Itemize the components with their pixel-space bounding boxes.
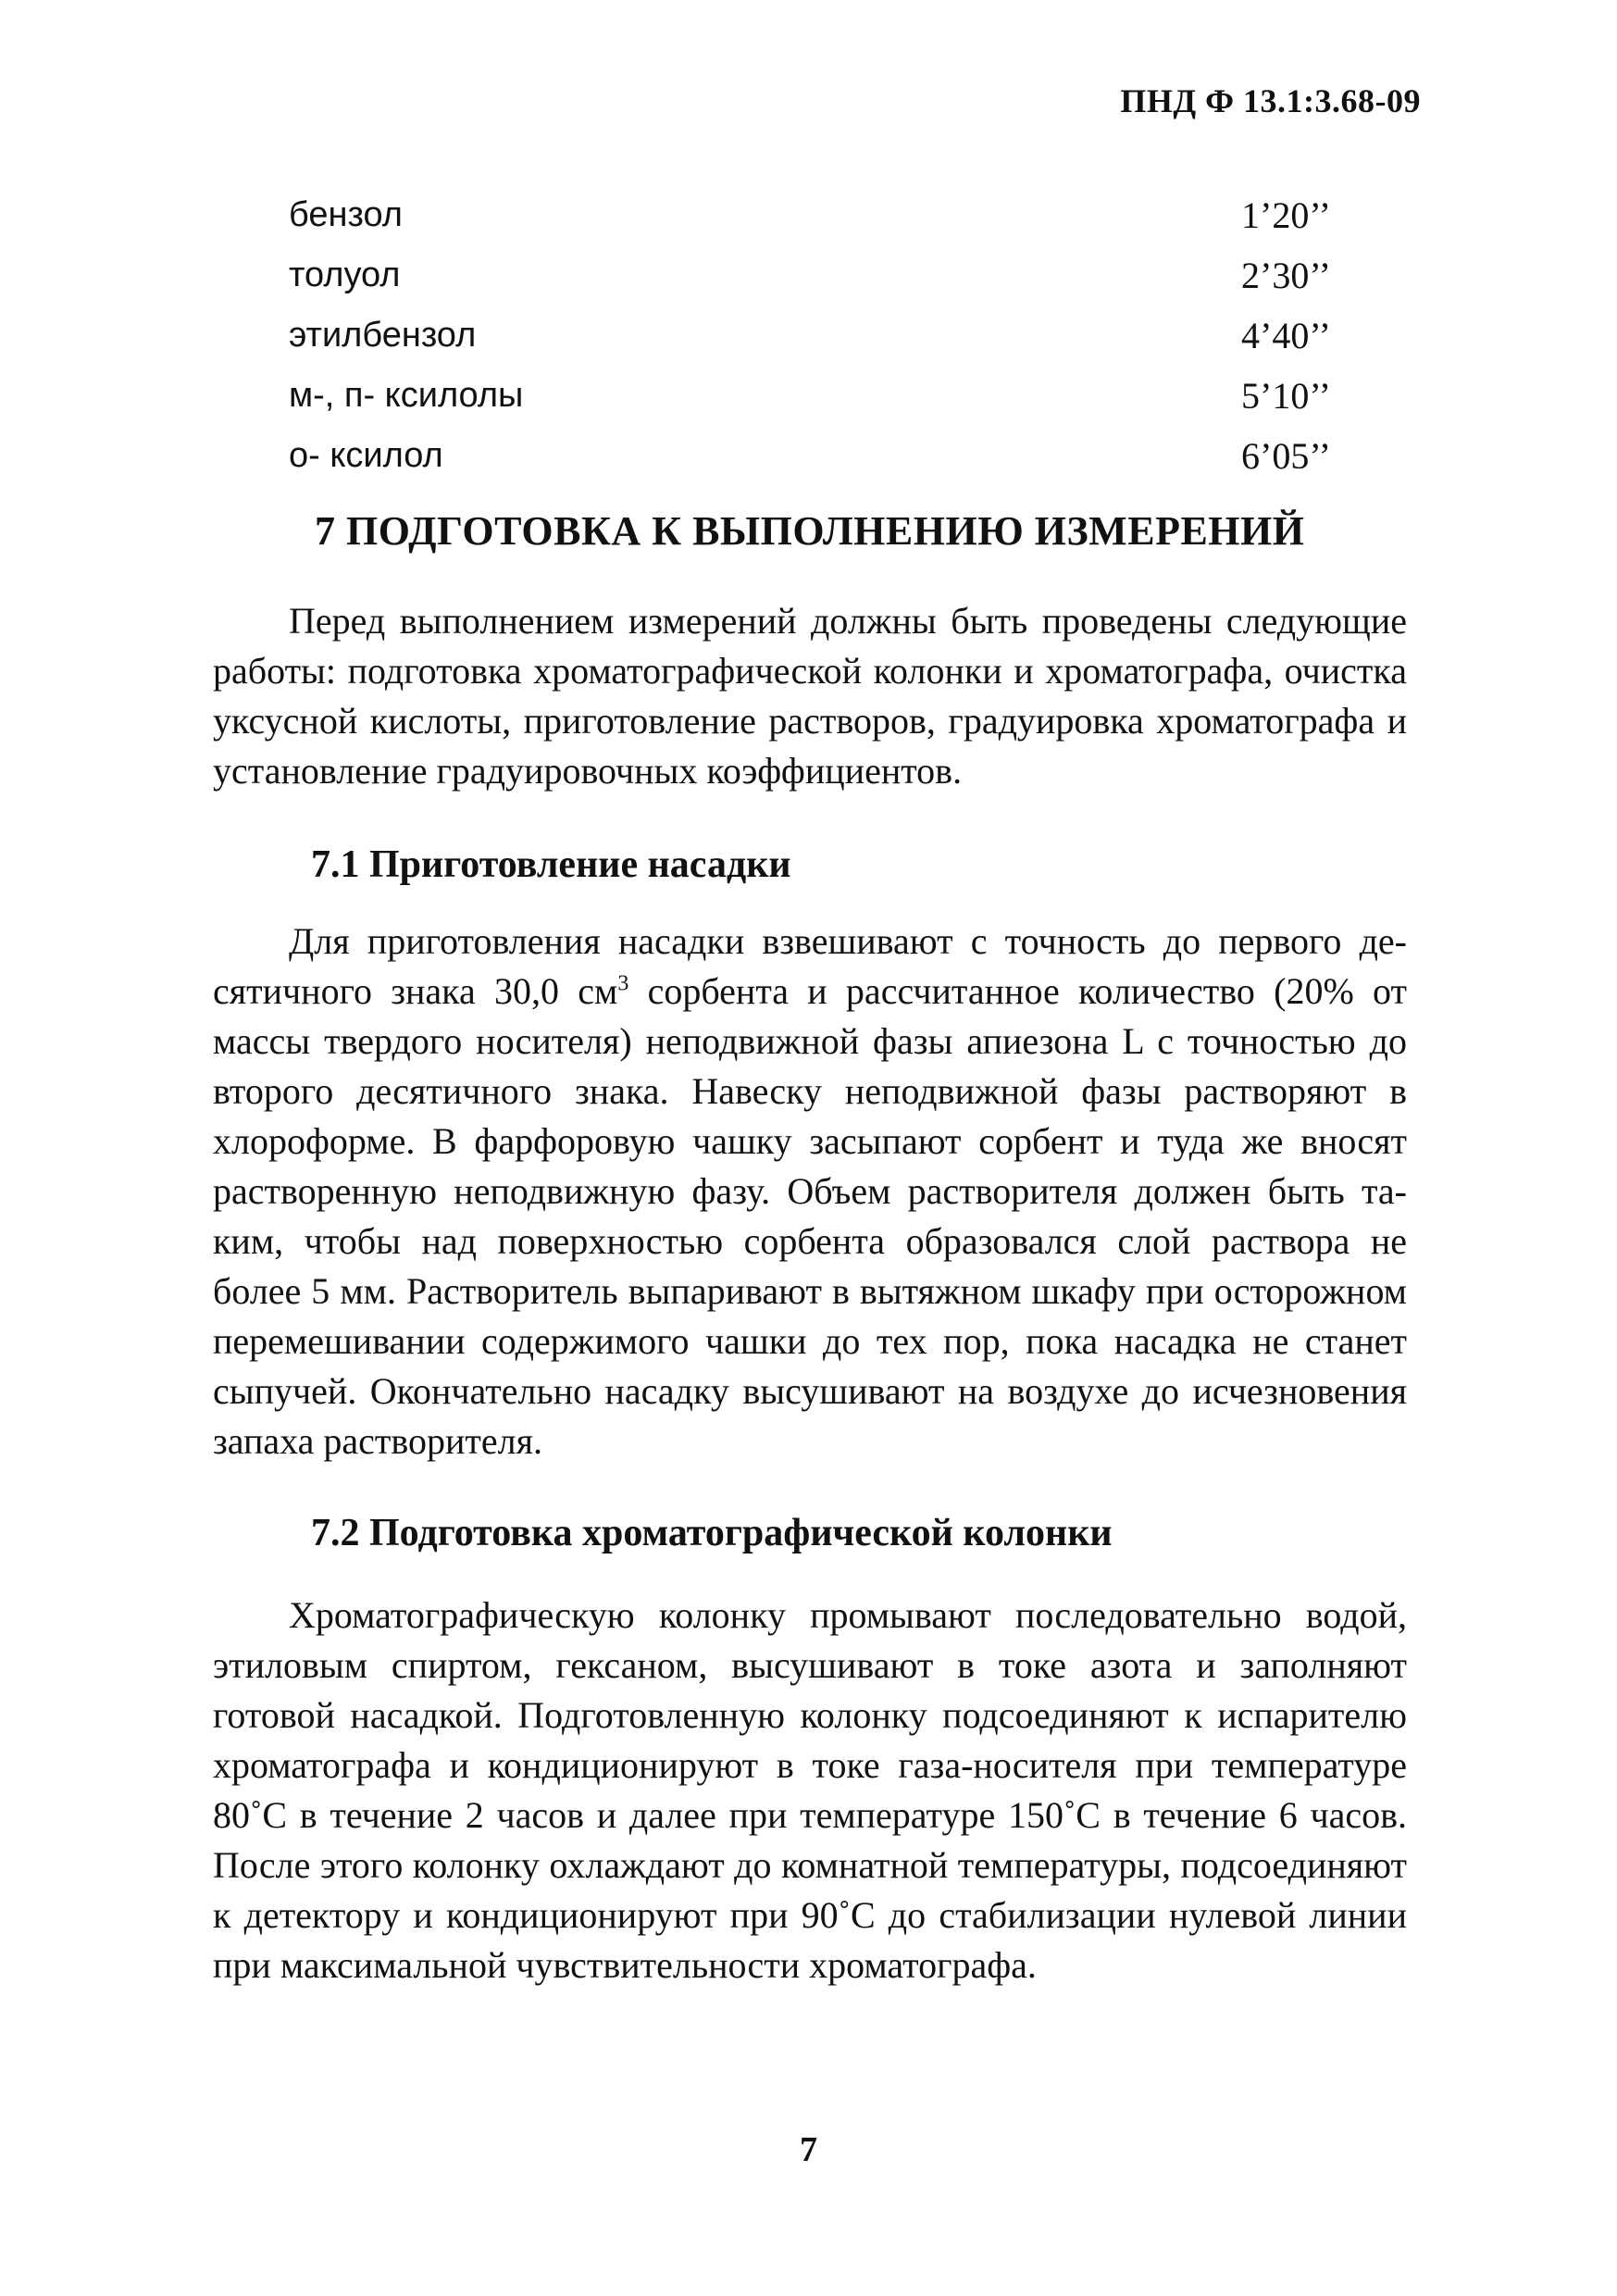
page-number: 7: [800, 2130, 817, 2169]
section-7-title: 7 ПОДГОТОВКА К ВЫПОЛНЕНИЮ ИЗМЕРЕНИЙ: [315, 508, 1305, 554]
substance-name: о- ксилол: [289, 436, 443, 475]
paragraph-text-part: Для приготовления насадки взвешивают с точность до первого десятичного знака 30,0 см: [213, 920, 1407, 1012]
retention-time-list: [289, 185, 1331, 486]
list-item: [289, 306, 1331, 366]
paragraph-text-part: сорбента и рассчитанное количество (20% от массы твердого носителя) неподвижной фазы апиезона L с точностью до второго десятичного знака. Навеску неподвижной фазы растворяют в хлороформе. В фарфоровую чашку засыпают сорбент и туда же вносят растворенную неподвижную фазу. Объем растворителя должен быть таким, чтобы над поверхностью сорбента образовался слой раствора не более 5 мм. Растворитель выпаривают в вытяжном шкафу при осторожном перемешивании содержимого чашки до тех пор, пока насадка не станет сыпучей. Окончательно насадку высушивают на воздухе до исчезновения запаха растворителя.: [213, 970, 1407, 1462]
substance-name: толуол: [289, 256, 401, 294]
section-7-2-title: 7.2 Подготовка хроматографической колонки: [311, 1512, 1113, 1554]
section-7-intro-paragraph: Перед выполнением измерений должны быть проведены следующие работы: подготовка хроматографической колонки и хроматографа, очистка уксусной кислоты, приготовление растворов, градуировка хроматографа и установление градуировочных коэффициентов.: [213, 600, 1407, 792]
section-7-1-title: 7.1 Приготовление насадки: [311, 843, 791, 886]
retention-time: 6’05’’: [1241, 435, 1331, 477]
retention-time: 4’40’’: [1241, 315, 1331, 356]
list-item: [289, 366, 1331, 426]
list-item: [289, 185, 1331, 245]
retention-time: 5’10’’: [1241, 375, 1331, 417]
retention-time: 2’30’’: [1241, 255, 1331, 296]
list-item: [289, 426, 1331, 486]
superscript-exponent: 3: [617, 971, 629, 996]
document-code-header: ПНД Ф 13.1:3.68-09: [1120, 82, 1421, 119]
substance-name: этилбензол: [289, 316, 477, 355]
retention-time: 1’20’’: [1241, 194, 1331, 236]
substance-name: бензол: [289, 195, 403, 234]
section-7-2-paragraph: Хроматографическую колонку промывают последовательно водой, этиловым спиртом, гексаном, высушивают в токе азота и заполняют готовой насадкой. Подготовленную колонку подсоединяют к испарителю хроматографа и кондиционируют в токе газа-носителя при температуре 80˚С в течение 2 часов и далее при температуре 150˚С в течение 6 часов. После этого колонку охлаждают до комнатной температуры, подсоединяют к детектору и кондиционируют при 90˚С до стабилизации нулевой линии при максимальной чувствительности хроматографа.: [213, 1594, 1407, 1986]
section-7-1-paragraph: [213, 917, 1407, 1466]
substance-name: м-, п- ксилолы: [289, 376, 524, 415]
list-item: [289, 245, 1331, 306]
